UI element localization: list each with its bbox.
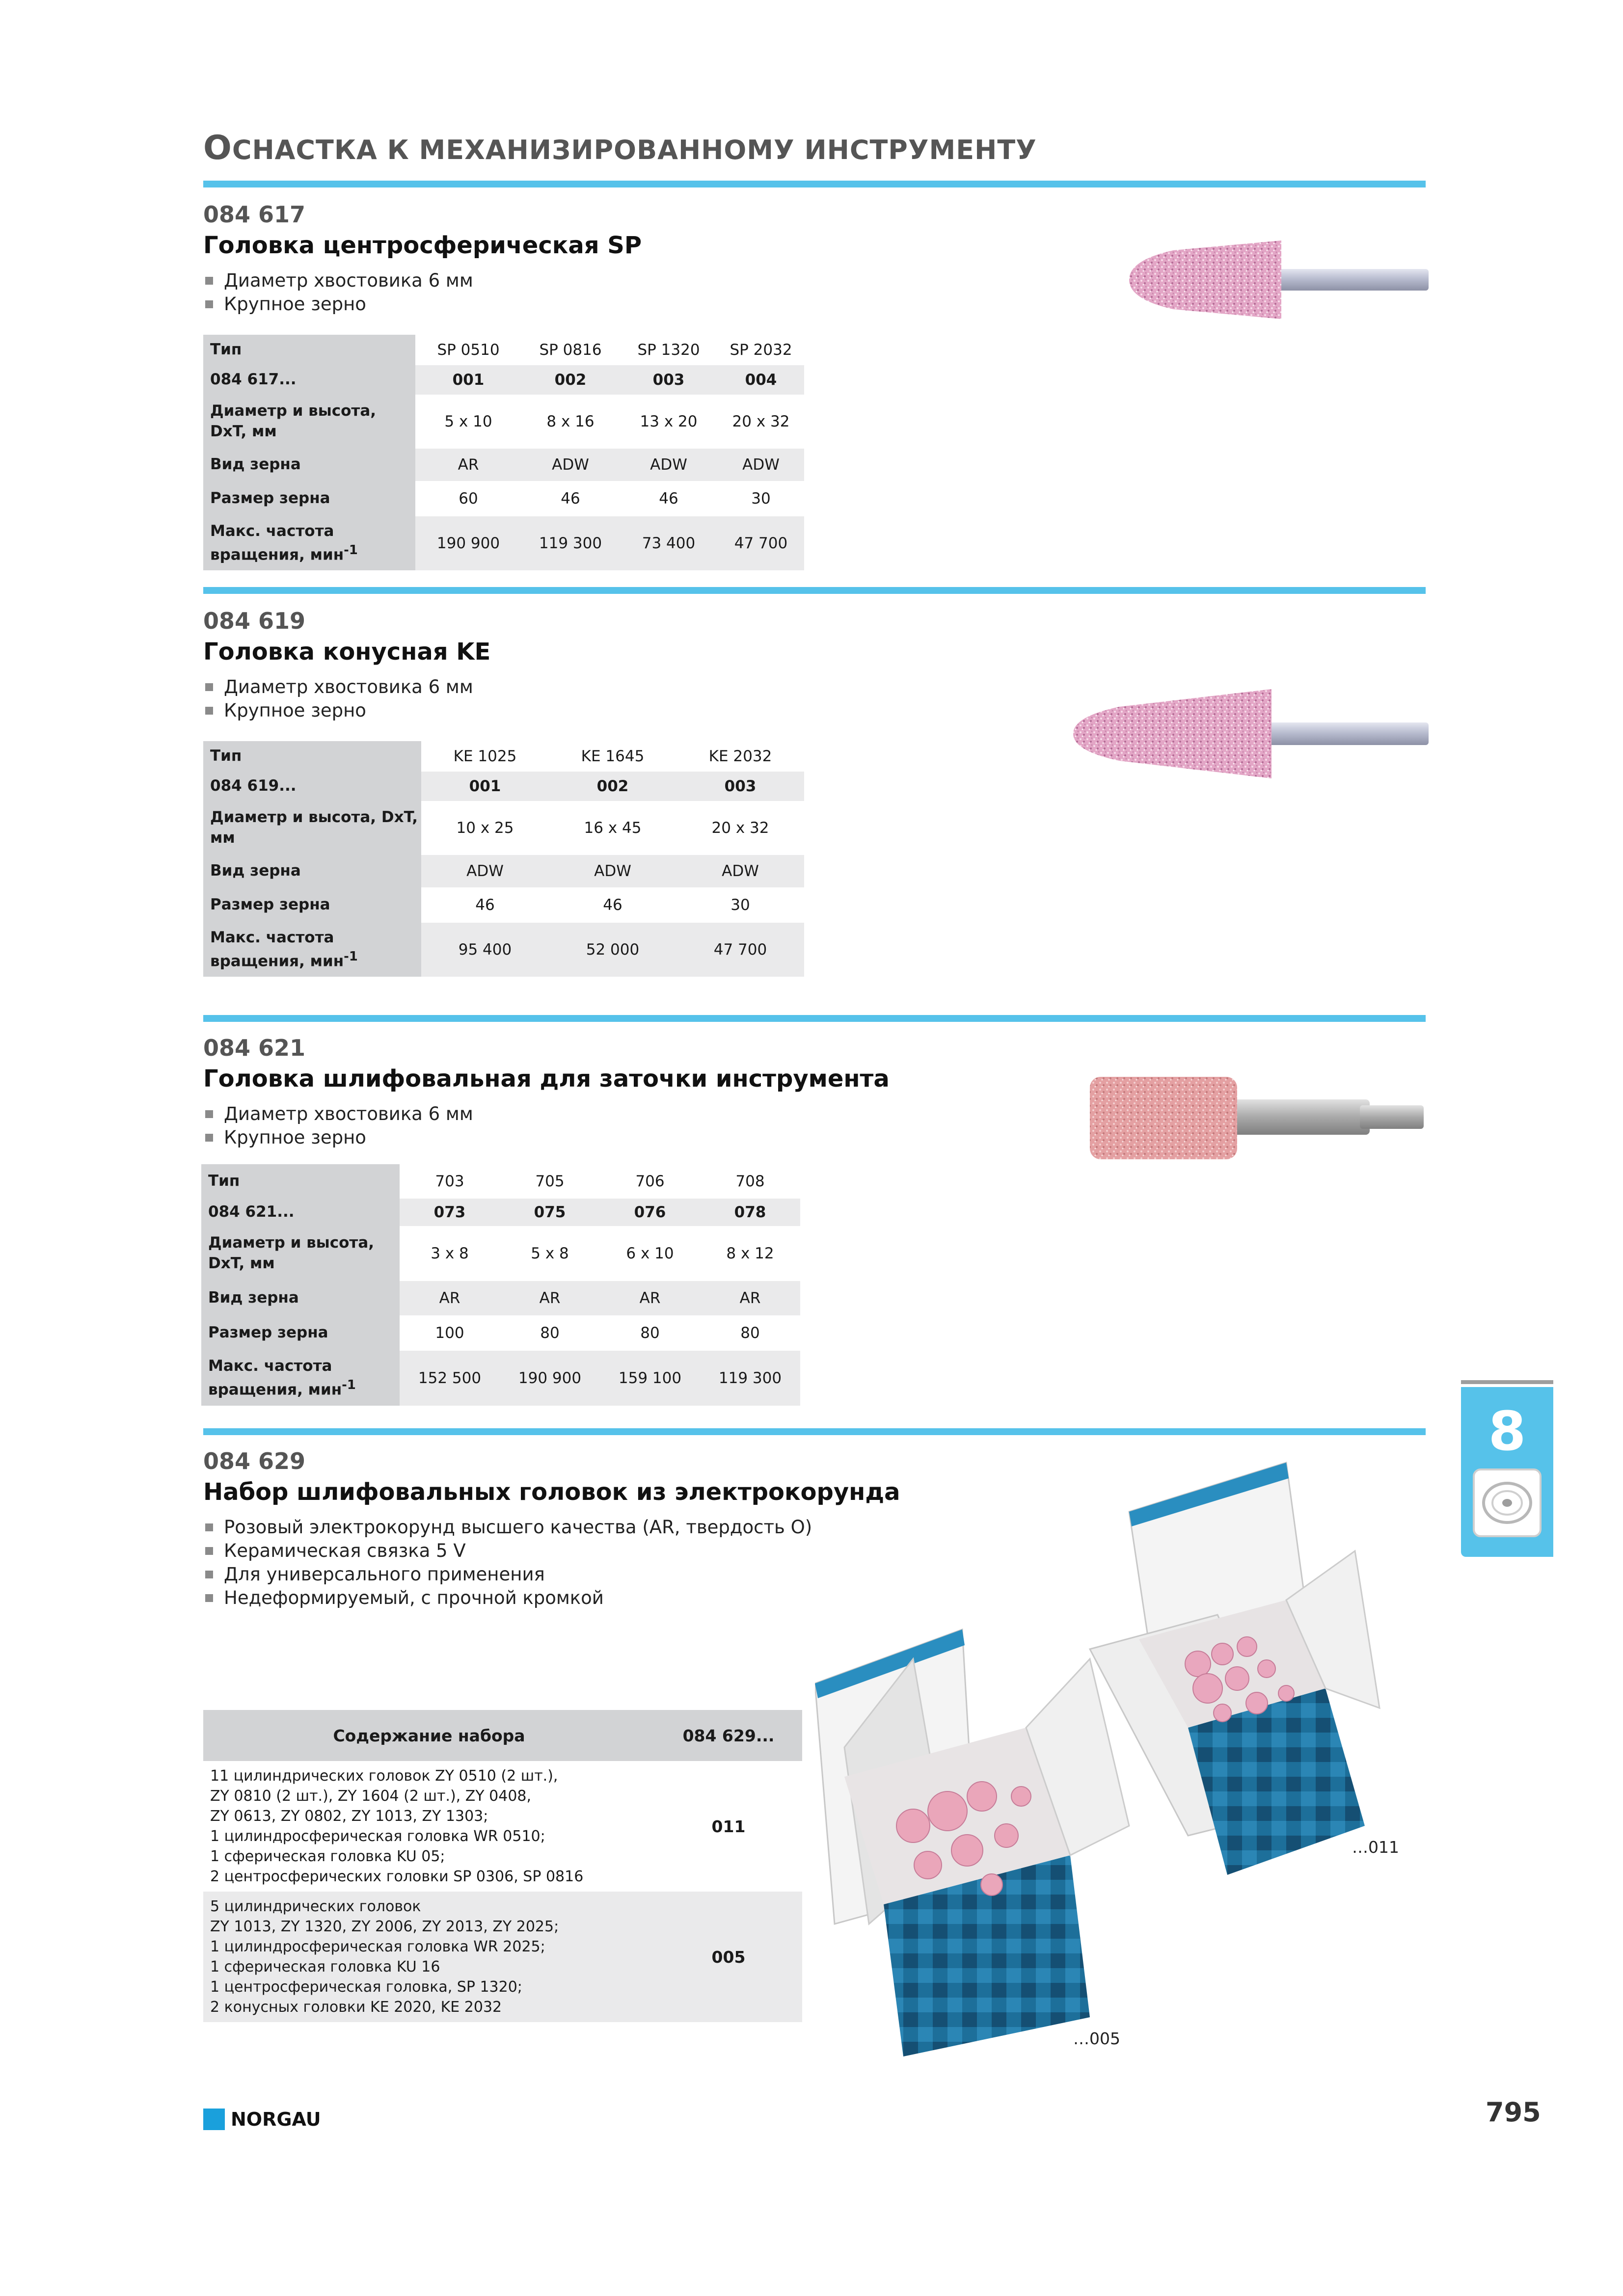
speed-cell: 152 500 (400, 1351, 500, 1406)
type-cell: SP 0816 (539, 341, 602, 359)
feature-list (203, 1102, 473, 1149)
feature-list (203, 269, 473, 316)
feature-item: Крупное зерно (203, 1126, 473, 1149)
dim-cell: 5 x 8 (531, 1245, 569, 1262)
size-cell: 80 (640, 1324, 660, 1342)
section-divider (203, 587, 1426, 594)
grinding-disc-icon (1473, 1468, 1542, 1537)
order-cell: 075 (500, 1199, 600, 1226)
order-cell: 004 (718, 365, 804, 395)
order-cell: 076 (600, 1199, 700, 1226)
kit-011-caption: …011 (1352, 1838, 1399, 1857)
row-label: Макс. частота вращения, мин$^{-1}$ (201, 1351, 400, 1406)
size-cell: 46 (561, 490, 580, 507)
row-label: Тип (203, 335, 415, 365)
speed-cell: 52 000 (549, 923, 676, 977)
row-label: Вид зерна (203, 855, 421, 887)
kit-boxes-image (815, 1453, 1438, 2061)
type-cell: 705 (535, 1173, 565, 1190)
page-number: 795 (1486, 2097, 1541, 2128)
dim-cell: 8 x 12 (726, 1245, 774, 1262)
size-cell: 100 (435, 1324, 464, 1342)
grain-cell: AR (700, 1281, 800, 1315)
speed-cell: 95 400 (421, 923, 549, 977)
type-cell: 703 (435, 1173, 464, 1190)
size-cell: 30 (730, 896, 750, 914)
cylinder-point-image (1085, 1074, 1429, 1162)
dim-cell: 20 x 32 (711, 819, 769, 837)
size-cell: 46 (603, 896, 622, 914)
row-label: Вид зерна (201, 1281, 400, 1315)
grain-cell: AR (600, 1281, 700, 1315)
feature-list (203, 1516, 812, 1610)
speed-cell: 159 100 (600, 1351, 700, 1406)
kit-005-caption: …005 (1073, 2029, 1120, 2048)
page-title: ОСНАСТКА К МЕХАНИЗИРОВАННОМУ ИНСТРУМЕНТУ (203, 129, 1037, 167)
dim-cell: 3 x 8 (431, 1245, 469, 1262)
row-label: Вид зерна (203, 449, 415, 481)
feature-list (203, 675, 473, 722)
grain-cell: ADW (421, 855, 549, 887)
row-label: 084 619... (203, 772, 421, 801)
row-label: Диаметр и высота, DxT, мм (203, 801, 421, 855)
brand-mark-icon (203, 2109, 225, 2130)
grain-cell: AR (415, 449, 521, 481)
type-cell: KE 2032 (708, 748, 772, 765)
type-cell: KE 1025 (453, 748, 517, 765)
grain-cell: AR (400, 1281, 500, 1315)
section-divider (203, 1428, 1426, 1435)
chapter-tab-divider (1461, 1380, 1553, 1384)
section-code: 084 629 (203, 1448, 306, 1474)
type-cell: SP 0510 (437, 341, 500, 359)
type-cell: 708 (735, 1173, 765, 1190)
size-cell: 46 (475, 896, 495, 914)
order-cell: 073 (400, 1199, 500, 1226)
chapter-tab[interactable] (1461, 1387, 1553, 1557)
speed-cell: 119 300 (700, 1351, 800, 1406)
order-cell: 002 (521, 365, 620, 395)
order-cell: 002 (549, 772, 676, 801)
speed-cell: 190 900 (415, 516, 521, 570)
kit-description: 11 цилиндрических головок ZY 0510 (2 шт.), ZY 0810 (2 шт.), ZY 1604 (2 шт.), ZY 0408, ZY 0613, ZY 0802, ZY 1013, ZY 1303; 1 цилиндросферическая головка WR 0510; 1 сферическая головка KU 05; 2 центросферических головки SP 0306, SP 0816 (210, 1767, 584, 1885)
order-cell: 078 (700, 1199, 800, 1226)
section-code: 084 619 (203, 608, 306, 634)
feature-item: Крупное зерно (203, 293, 473, 316)
grain-cell: AR (500, 1281, 600, 1315)
grain-cell: ADW (676, 855, 804, 887)
row-label: Диаметр и высота, DxT, мм (203, 395, 415, 449)
dim-cell: 6 x 10 (626, 1245, 674, 1262)
dim-cell: 20 x 32 (732, 413, 790, 430)
section-title: Головка конусная KE (203, 638, 491, 666)
dim-cell: 5 x 10 (444, 413, 492, 430)
size-cell: 80 (740, 1324, 760, 1342)
speed-cell: 73 400 (620, 516, 718, 570)
section-title: Набор шлифовальных головок из электрокорунда (203, 1478, 900, 1506)
section-code: 084 617 (203, 201, 306, 228)
row-label: Макс. частота вращения, мин$^{-1}$ (203, 923, 421, 977)
kit-column-header: Содержание набора (203, 1710, 655, 1761)
grain-cell: ADW (718, 449, 804, 481)
dim-cell: 8 x 16 (546, 413, 595, 430)
row-label: Размер зерна (203, 887, 421, 923)
dim-cell: 13 x 20 (640, 413, 698, 430)
size-cell: 80 (540, 1324, 560, 1342)
row-label: Тип (201, 1164, 400, 1199)
spec-table (203, 741, 804, 977)
section-title: Головка центросферическая SP (203, 232, 642, 259)
brand-name: NORGAU (231, 2109, 321, 2130)
size-cell: 60 (459, 490, 478, 507)
speed-cell: 47 700 (718, 516, 804, 570)
feature-item: Для универсального применения (203, 1563, 812, 1586)
spec-table (201, 1164, 800, 1406)
row-label: Размер зерна (203, 481, 415, 516)
kit-order-number: 011 (711, 1816, 746, 1836)
order-cell: 001 (421, 772, 549, 801)
chapter-number: 8 (1488, 1400, 1526, 1463)
row-label: Макс. частота вращения, мин$^{-1}$ (203, 516, 415, 570)
row-label: Размер зерна (201, 1315, 400, 1351)
type-cell: SP 2032 (730, 341, 792, 359)
feature-item: Крупное зерно (203, 699, 473, 722)
feature-item: Керамическая связка 5 V (203, 1539, 812, 1563)
row-label: 084 621... (201, 1199, 400, 1226)
row-label: 084 617... (203, 365, 415, 395)
speed-cell: 190 900 (500, 1351, 600, 1406)
section-divider (203, 1015, 1426, 1022)
dim-cell: 16 x 45 (584, 819, 642, 837)
sp-grinding-point-image (1119, 231, 1434, 329)
feature-item: Диаметр хвостовика 6 мм (203, 1102, 473, 1126)
size-cell: 30 (751, 490, 771, 507)
type-cell: SP 1320 (637, 341, 700, 359)
feature-item: Розовый электрокорунд высшего качества (AR, твердость O) (203, 1516, 812, 1539)
dim-cell: 10 x 25 (456, 819, 514, 837)
speed-cell: 119 300 (521, 516, 620, 570)
feature-item: Диаметр хвостовика 6 мм (203, 675, 473, 699)
feature-item: Диаметр хвостовика 6 мм (203, 269, 473, 293)
section-title: Головка шлифовальная для заточки инструмента (203, 1065, 890, 1093)
kit-description: 5 цилиндрических головок ZY 1013, ZY 1320, ZY 2006, ZY 2013, ZY 2025; 1 цилиндросферическая головка WR 2025; 1 сферическая головка KU 16 1 центросферическая головка, SP 1320; 2 конусных головки KE 2020, KE 2032 (203, 1892, 655, 2022)
row-label: Тип (203, 741, 421, 772)
ke-cone-point-image (1065, 682, 1434, 785)
type-cell: KE 1645 (581, 748, 645, 765)
order-cell: 001 (415, 365, 521, 395)
grain-cell: ADW (521, 449, 620, 481)
section-divider (203, 181, 1426, 187)
kit-order-number: 005 (655, 1892, 802, 2022)
section-code: 084 621 (203, 1035, 306, 1061)
speed-cell: 47 700 (676, 923, 804, 977)
spec-table (203, 335, 804, 570)
order-cell: 003 (676, 772, 804, 801)
size-cell: 46 (659, 490, 678, 507)
grain-cell: ADW (549, 855, 676, 887)
order-cell: 003 (620, 365, 718, 395)
kit-column-header: 084 629... (655, 1710, 802, 1761)
feature-item: Недеформируемый, с прочной кромкой (203, 1586, 812, 1610)
type-cell: 706 (635, 1173, 665, 1190)
row-label: Диаметр и высота, DxT, мм (201, 1226, 400, 1281)
kit-contents-table (203, 1710, 802, 2022)
grain-cell: ADW (620, 449, 718, 481)
